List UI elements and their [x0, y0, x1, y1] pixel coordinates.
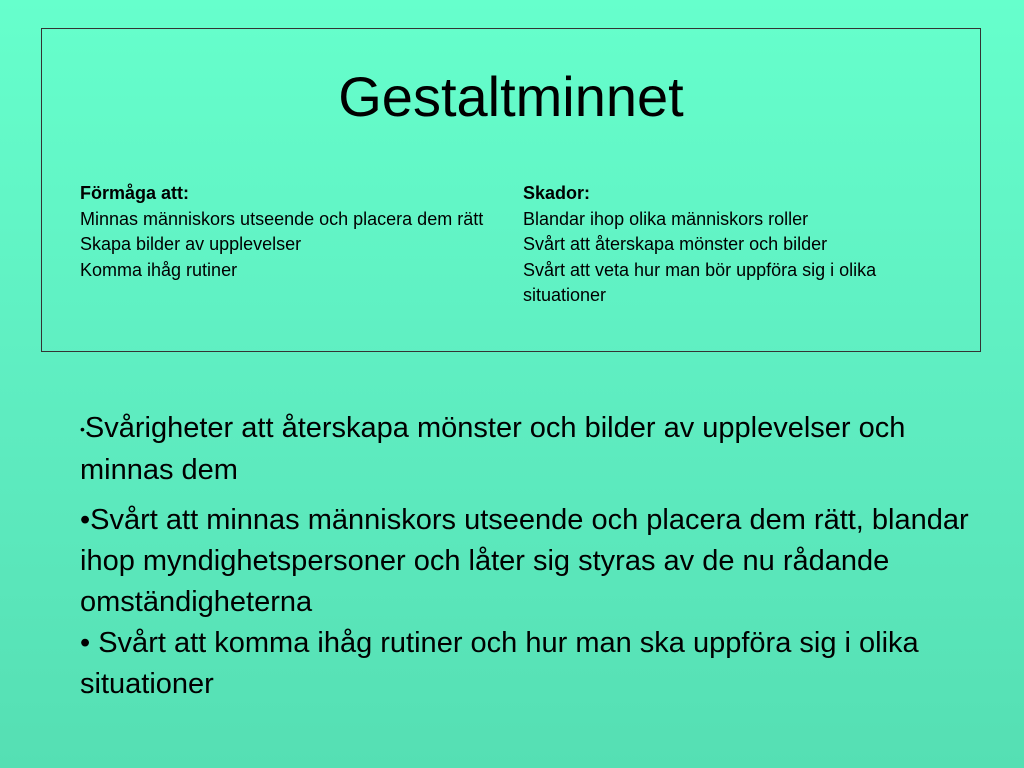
bullet-marker: •	[80, 626, 99, 659]
bullet-item	[80, 623, 970, 705]
ability-item: Minnas människors utseende och placera dem rätt	[80, 208, 484, 229]
damages-column	[523, 181, 963, 309]
bullet-list	[80, 408, 970, 705]
damage-item: Svårt att veta hur man bör uppföra sig i olika situationer	[523, 259, 877, 306]
title-box	[41, 28, 981, 352]
slide-title: Gestaltminnet	[338, 65, 684, 128]
bullet-item	[80, 408, 970, 491]
bullet-text: Svårt att komma ihåg rutiner och hur man ska uppföra sig i olika situationer	[80, 626, 919, 700]
bullet-text: Svårigheter att återskapa mönster och bilder av upplevelser och minnas dem	[80, 412, 906, 486]
damage-item: Blandar ihop olika människors roller	[523, 208, 809, 229]
abilities-heading: Förmåga att:	[80, 183, 190, 203]
abilities-column	[80, 181, 500, 283]
damage-item: Svårt att återskapa mönster och bilder	[523, 234, 828, 255]
bullet-text: Svårt att minnas människors utseende och placera dem rätt, blandar ihop myndighetspersoner och låter sig styras av de nu rådande omständigheterna	[80, 503, 969, 618]
damages-heading: Skador:	[523, 183, 591, 203]
bullet-item	[80, 500, 970, 623]
ability-item: Skapa bilder av upplevelser	[80, 234, 302, 255]
bullet-marker: •	[80, 503, 91, 536]
ability-item: Komma ihåg rutiner	[80, 259, 238, 280]
bullet-marker: •	[80, 420, 85, 437]
